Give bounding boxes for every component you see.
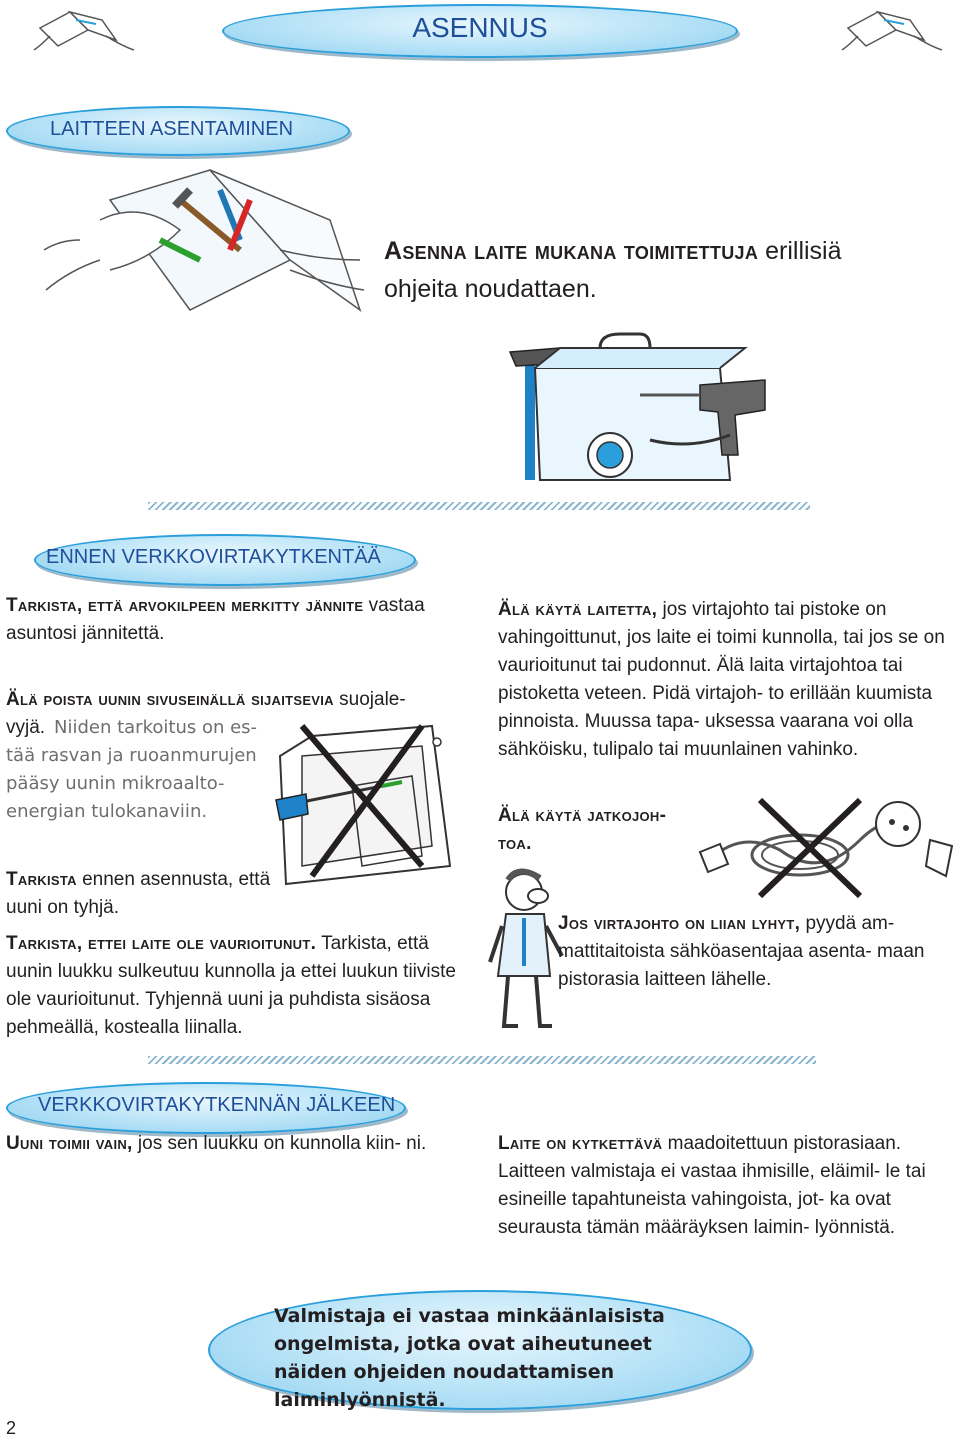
- extension-cord-illustration: [700, 800, 956, 898]
- open-book-icon-left: [30, 6, 140, 56]
- divider: [148, 1056, 816, 1064]
- open-book-icon-right: [838, 6, 948, 56]
- installation-instruction-text: erillisiä ohjeita noudattaen.: [384, 237, 842, 303]
- covers-purpose-text: Niiden tarkoitus on es- tää rasvan ja ruoanmurujen pääsy uunin mikroaalto- energian tulokanaviin.: [6, 717, 258, 822]
- section-heading-installation: LAITTEEN ASENTAMINEN: [50, 118, 294, 140]
- dont-use-damaged-text: [498, 596, 954, 764]
- dont-use-damaged-rest: jos virtajohto tai pistoke on vahingoittunut, jos laite ei toimi kunnolla, tai jos se on vaurioitunut tai pudonnut. Älä laita virtajohtoa tai pistoketta veteen. Pidä virtajoh- to erillään kuumista pinnoista. Muussa tapa- uksessa vaarana voi olla sähköisku, tulipalo tai muunlainen vahinko.: [498, 599, 945, 760]
- dont-remove-covers-rest-2: vyjä.: [6, 717, 46, 738]
- check-damage-rest: Tarkista, että uunin luukku sulkeutuu kunnolla ja ettei luukun tiiviste ole vaurioitunut. Tyhjennä uuni ja puhdista sisäosa pehmeällä, kostealla liinalla.: [6, 933, 456, 1038]
- oven-side-cover-illustration: [272, 716, 464, 886]
- check-damage-text: [6, 930, 468, 1042]
- no-extension-cord-bold-2: toa.: [498, 833, 532, 854]
- technician-illustration: [488, 866, 568, 1036]
- grounding-rest: maadoitettuun pistorasiaan. Laitteen valmistaja ei vastaa ihmisille, eläimil- le tai esineille tapahtuneista vahingoista, jot- ka ovat seurausta tämän määräyksen laimin- lyönnistä.: [498, 1133, 926, 1238]
- check-empty-text: [6, 866, 276, 922]
- no-extension-cord-text: [498, 802, 698, 858]
- installation-instruction: [384, 232, 884, 308]
- section-heading-after: VERKKOVIRTAKYTKENNÄN JÄLKEEN: [38, 1094, 396, 1116]
- door-closed-bold: Uuni toimii vain,: [6, 1133, 133, 1154]
- grounding-bold: Laite on kytkettävä: [498, 1133, 663, 1154]
- check-voltage-bold: Tarkista, että arvokilpeen merkitty jännite: [6, 595, 364, 616]
- door-closed-rest: jos sen luukku on kunnolla kiin- ni.: [137, 1133, 427, 1154]
- toolbox-illustration: [490, 340, 780, 485]
- page-number: 2: [6, 1418, 17, 1438]
- check-damage-bold: Tarkista, ettei laite ole vaurioitunut.: [6, 933, 317, 954]
- dont-remove-covers-bold: Älä poista uunin sivuseinällä sijaitsevia: [6, 689, 334, 710]
- door-closed-text: [6, 1130, 458, 1158]
- dont-remove-covers-rest: suojale-: [339, 689, 406, 710]
- dont-use-damaged-bold: Älä käytä laitetta,: [498, 599, 658, 620]
- check-voltage-rest: vastaa asuntosi jännitettä.: [6, 595, 425, 644]
- short-cord-bold: Jos virtajohto on liian lyhyt,: [558, 913, 801, 934]
- grounding-text: [498, 1130, 954, 1242]
- installation-instruction-bold: Asenna laite mukana toimitettuja: [384, 237, 759, 265]
- section-heading-before: ENNEN VERKKOVIRTAKYTKENTÄÄ: [46, 546, 381, 568]
- short-cord-rest: pyydä am- mattitaitoista sähköasentajaa asenta- maan pistorasia laitteen lähelle.: [558, 913, 925, 990]
- check-voltage-text: [6, 592, 466, 648]
- check-empty-bold: Tarkista: [6, 869, 77, 890]
- manual-with-tools-illustration: [40, 160, 370, 340]
- divider: [148, 502, 810, 510]
- short-cord-text: [558, 910, 928, 994]
- no-extension-cord-bold: Älä käytä jatkojoh-: [498, 805, 667, 826]
- page-title: ASENNUS: [412, 12, 548, 43]
- check-empty-rest: ennen asennusta, että uuni on tyhjä.: [6, 869, 271, 918]
- disclaimer-text: Valmistaja ei vastaa minkäänlaisista ongelmista, jotka ovat aiheutuneet näiden ohjeiden noudattamisen laiminlyönnistä.: [274, 1305, 665, 1411]
